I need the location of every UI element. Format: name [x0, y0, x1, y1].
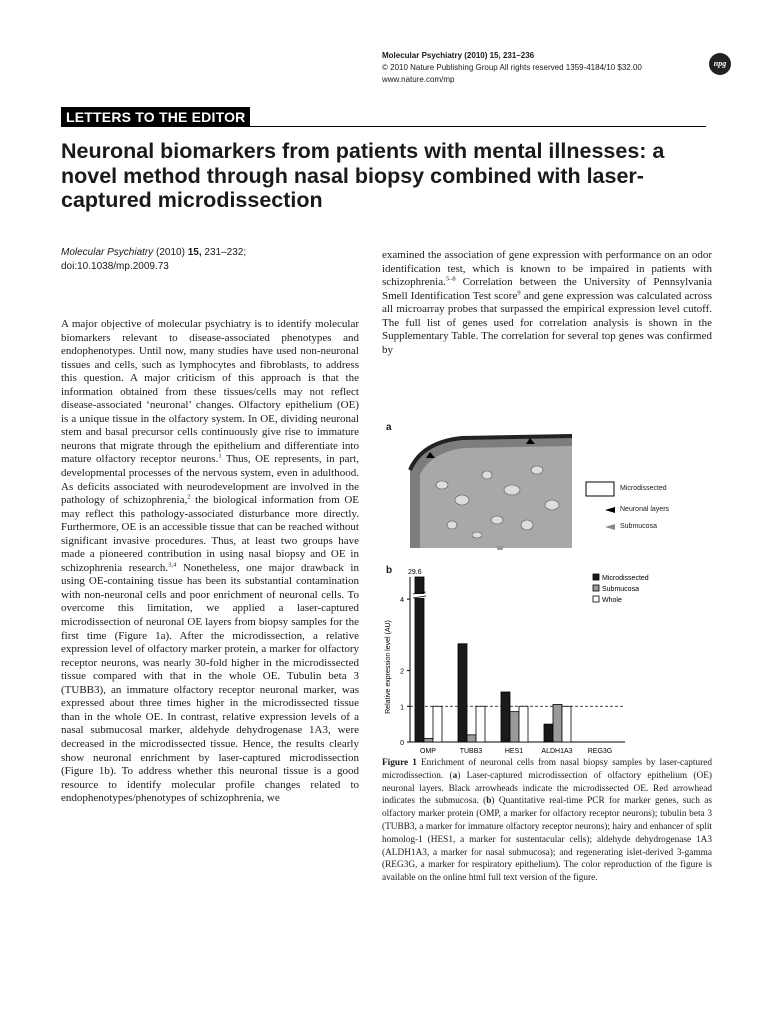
bar-aldh1a3-2 [562, 706, 571, 742]
bar-hes1-2 [519, 706, 528, 742]
y-axis-label: Relative expression level (AU) [385, 620, 392, 714]
micrograph-image [402, 430, 580, 550]
bar-tubb3-1 [467, 735, 476, 742]
figure-caption: Figure 1 Enrichment of neuronal cells from nasal biopsy samples by laser-captured microdissection. (a) Laser-captured microdissection of olfactory epithelium (OE) neuronal layers. Black arrowheads indicate the microdissected OE. Red arrowhead indicates the submucosa. (b) Quantitative real-time PCR for marker genes, such as olfactory marker protein (OMP, a marker for olfactory receptor neurons); tubulin beta 3 (TUBB3, a marker for immature olfactory receptor neurons); hairy and enhancer of split homolog-1 (HES1, a marker for sustentacular cells); aldehyde dehydrogenase 1A3 (ALDH1A3, a marker for nasal submucosa); and regenerating islet-derived 3-gamma (REG3G, a marker for respiratory epithelium). The color reproduction of the figure is available on the online html full text version of the figure. [382, 758, 712, 884]
body-text-right: examined the association of gene expression with performance on an odor identification test, which is known to be impaired in patients with schizophrenia.$^{5-8}$ Correlation between the University of Pennsylvania Smell Identification Test score$^9$ and gene expression was calculated across all microarray probes that surpassed the empirical expression level cutoff. The full list of genes used for correlation analysis is shown in the Supplementary Table. The correlation for several top genes was confirmed by [382, 249, 712, 356]
body-text-left: A major objective of molecular psychiatry is to identify molecular biomarkers relevant to disease-associated phenotypes and endophenotypes. Until now, many studies have used non-neuronal tissues and cells, such as lymphocytes and fibroblasts, to address this question. A major criticism of this approach is that the information obtained from these tissues/cells may not reflect disease-associated ‘neuronal’ changes. Olfactory epithelium (OE) is a unique tissue in the olfactory system. In OE, dividing neuronal stem and basal precursor cells continuously give rise to immature neurons that migrate through the epithelium and differentiate into mature olfactory receptor neurons.$^1$ Thus, OE represents, in part, developmental processes of the nervous system, even in adulthood. As deficits associated with neurodevelopment are involved in the pathology of schizophrenia,$^2$ the biological information from OE may reflect this pathology-associated disturbance more directly. Furthermore, OE is an accessible tissue that can be reached without significant invasive procedures. Thus, at least two groups have made a pioneered contribution in using nasal biopsy and OE in schizophrenia research.$^{3,4}$ Nonetheless, one major drawback in using OE-containing tissue has been its substantial contamination with non-neuronal cells and poor enrichment of neuronal cells. To overcome this limitation, we applied a laser-captured microdissection of neuronal OE layers from biopsy samples for the first time (Figure 1a). After the microdissection, a relative expression level of olfactory marker protein, a marker for olfactory receptor neurons, was nearly 30-fold higher in the microdissected tissue compared with that in the whole OE. Tubulin beta 3 (TUBB3), an immature olfactory receptor neuronal marker, was expressed about three times higher in the microdissected tissue than in the whole OE. In contrast, relative expression levels of a nasal submucosal marker, aldehyde dehydrogenase 1A3, were decreased in the microdissected tissue. Hence, the results clearly show neuronal enrichment by laser-captured microdissection (Figure 1b). To address whether this neuronal tissue is a good resource to identify molecular profile changes related to endophenotypes/phenotypes of schizophrenia, we [61, 318, 359, 805]
bar-aldh1a3-1 [553, 705, 562, 743]
panel-a-label: a [386, 422, 392, 433]
legend-swatch [593, 585, 599, 591]
legend-swatch [593, 574, 599, 580]
x-tick-label: HES1 [504, 748, 524, 755]
copyright-line: © 2010 Nature Publishing Group All rights reserved 1359-4184/10 $32.00 [382, 63, 642, 72]
y-tick-label: 2 [400, 668, 404, 676]
citation-journal: Molecular Psychiatry [61, 247, 154, 258]
x-tick-label: TUBB3 [459, 748, 483, 755]
legend-neuronal-layers: Neuronal layers [620, 506, 670, 513]
journal-title: Molecular Psychiatry (2010) 15, 231–236 [382, 51, 535, 60]
journal-url: www.nature.com/mp [382, 75, 455, 84]
figure-1 [380, 420, 720, 760]
citation-volume: 15, [187, 247, 202, 258]
bar-chart [380, 562, 720, 762]
x-tick-label: ALDH1A3 [541, 748, 573, 755]
x-tick-label: OMP [420, 748, 436, 755]
legend-label: Whole [602, 597, 622, 604]
legend-label: Submucosa [602, 586, 639, 593]
citation [61, 246, 361, 273]
npg-logo: npg [709, 53, 731, 75]
section-rule [61, 126, 706, 127]
bar-aldh1a3-0 [544, 724, 553, 742]
y-tick-label: 0 [400, 740, 404, 747]
legend-microdissected: Microdissected [620, 485, 667, 492]
bar-omp-2 [433, 706, 442, 742]
y-tick-label: 1 [400, 704, 404, 712]
citation-doi: doi:10.1038/mp.2009.73 [61, 260, 169, 272]
x-tick-label: REG3G [587, 748, 613, 755]
legend-label: Microdissected [602, 575, 649, 582]
journal-header [382, 50, 712, 86]
y-tick-label: 4 [400, 597, 404, 605]
axis-break-label: 29.6 [408, 569, 422, 576]
legend-swatch [593, 596, 599, 602]
bar-hes1-1 [510, 712, 519, 742]
legend-a-symbols [585, 480, 617, 540]
bar-omp-1 [424, 738, 433, 742]
bar-tubb3-2 [476, 706, 485, 742]
bar-tubb3-0 [458, 644, 467, 742]
section-label: LETTERS TO THE EDITOR [61, 107, 250, 127]
article-title: Neuronal biomarkers from patients with mental illnesses: a novel method through nasal biopsy combined with laser-captured microdissection [61, 139, 665, 212]
citation-year: (2010) [153, 247, 188, 258]
legend-submucosa: Submucosa [620, 523, 657, 530]
bar-hes1-0 [501, 692, 510, 742]
bar-omp-0 [415, 577, 424, 742]
citation-pages: 231–232; [201, 247, 247, 258]
panel-b-label: b [386, 565, 393, 576]
